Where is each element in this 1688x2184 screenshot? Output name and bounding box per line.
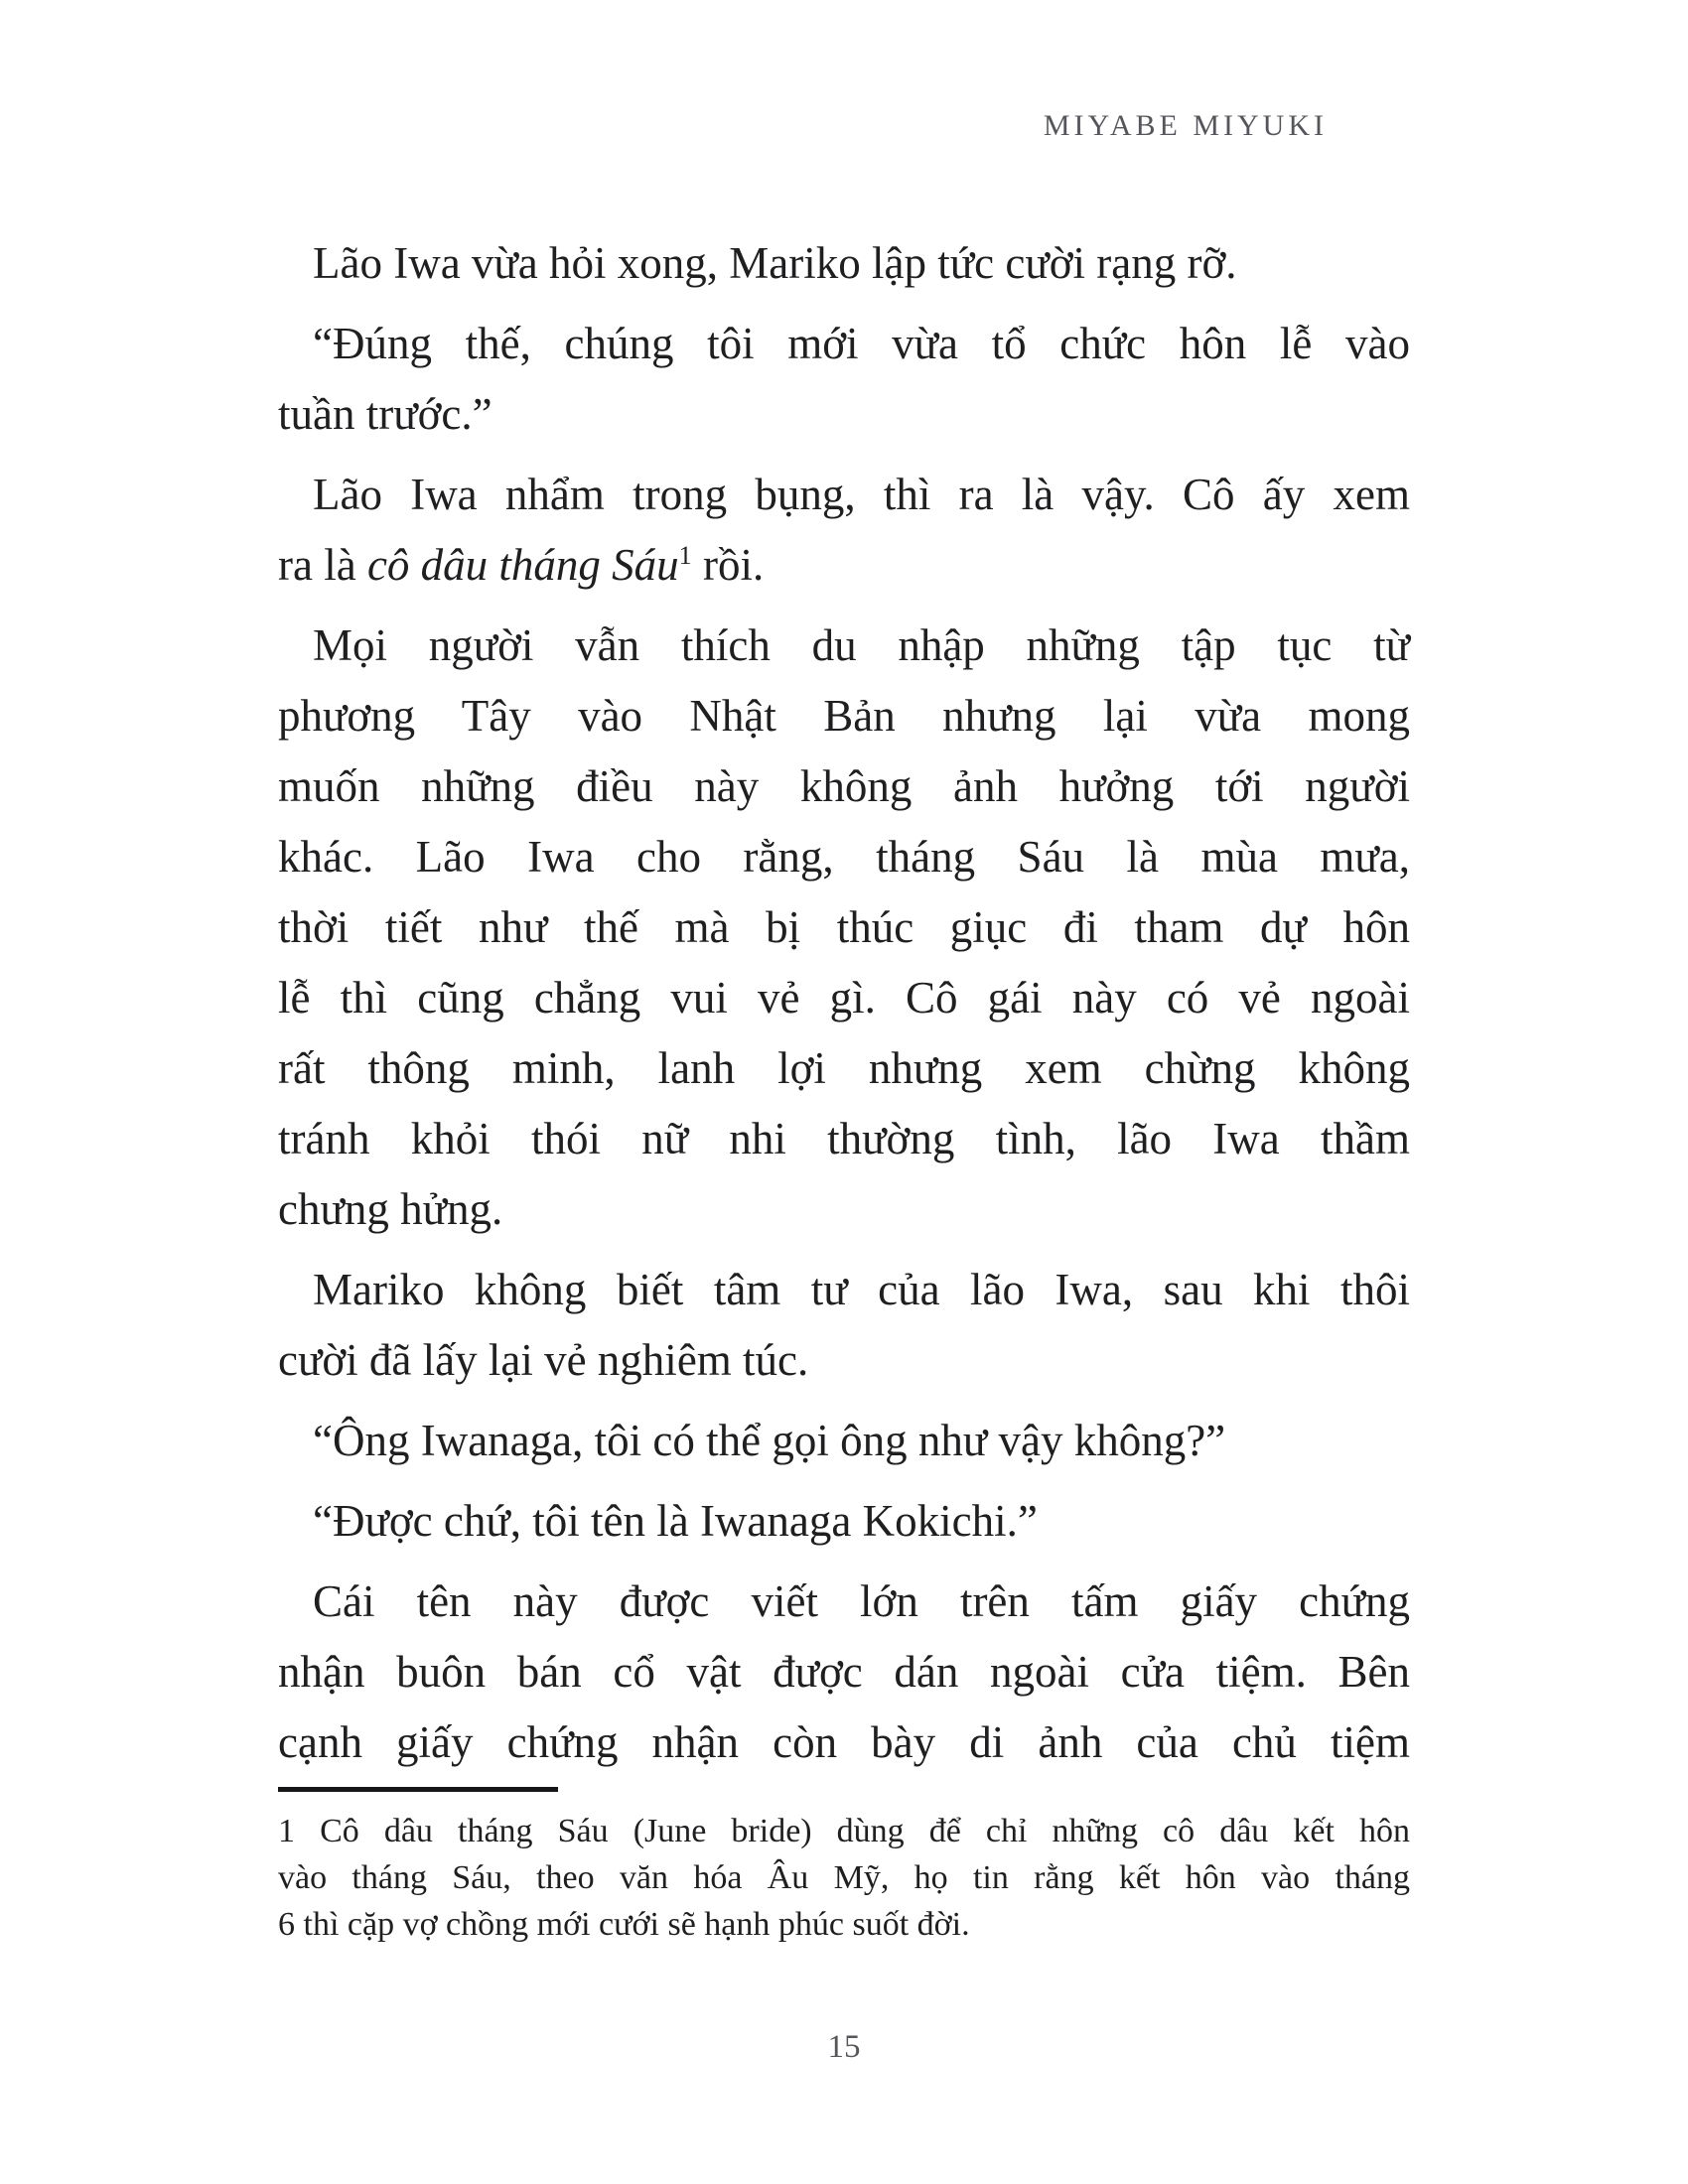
text-segment: rồi. xyxy=(691,540,765,590)
text-segment: “Ông Iwanaga, tôi có thể gọi ông như vậy không?” xyxy=(313,1416,1226,1465)
text-segment: nhận buôn bán cổ vật được dán ngoài cửa tiệm. Bên xyxy=(278,1647,1410,1697)
text-line xyxy=(278,460,1410,530)
text-segment: thời tiết như thế mà bị thúc giục đi tham dự hôn xyxy=(278,902,1410,952)
body-paragraph xyxy=(278,1255,1410,1396)
text-line xyxy=(278,1174,1410,1245)
text-line xyxy=(278,892,1410,963)
text-line xyxy=(278,228,1410,299)
text-line xyxy=(278,963,1410,1033)
text-segment: “Đúng thế, chúng tôi mới vừa tổ chức hôn lễ vào xyxy=(313,319,1410,368)
body-paragraph xyxy=(278,228,1410,299)
text-segment: cạnh giấy chứng nhận còn bày di ảnh của chủ tiệm xyxy=(278,1717,1410,1767)
text-segment: rất thông minh, lanh lợi nhưng xem chừng không xyxy=(278,1043,1410,1093)
text-line xyxy=(278,1567,1410,1637)
text-line xyxy=(278,379,1410,450)
text-line xyxy=(278,611,1410,681)
text-line xyxy=(278,1104,1410,1174)
text-segment: cười đã lấy lại vẻ nghiêm túc. xyxy=(278,1335,809,1385)
text-line xyxy=(278,1486,1410,1557)
text-line xyxy=(278,681,1410,751)
running-head-author: MIYABE MIYUKI xyxy=(1043,109,1328,142)
footnote-rule xyxy=(278,1787,558,1792)
text-segment: muốn những điều này không ảnh hưởng tới người xyxy=(278,761,1410,811)
body-paragraph xyxy=(278,309,1410,450)
footnote-reference: 1 xyxy=(678,541,692,570)
text-line xyxy=(278,822,1410,892)
text-segment: Mọi người vẫn thích du nhập những tập tục từ xyxy=(313,620,1410,670)
footnote-line: vào tháng Sáu, theo văn hóa Âu Mỹ, họ tin rằng kết hôn vào tháng xyxy=(278,1859,1410,1896)
body-paragraph xyxy=(278,1406,1410,1476)
text-segment: ra là xyxy=(278,540,367,590)
text-segment: Lão Iwa nhẩm trong bụng, thì ra là vậy. Cô ấy xem xyxy=(313,470,1410,519)
text-segment: khác. Lão Iwa cho rằng, tháng Sáu là mùa mưa, xyxy=(278,832,1410,882)
body-text xyxy=(278,228,1410,1778)
text-line xyxy=(278,751,1410,822)
page-number: 15 xyxy=(827,2029,861,2065)
text-segment: phương Tây vào Nhật Bản nhưng lại vừa mong xyxy=(278,691,1410,741)
text-segment: chưng hửng. xyxy=(278,1184,503,1234)
text-segment: Cái tên này được viết lớn trên tấm giấy chứng xyxy=(313,1576,1410,1626)
text-line xyxy=(278,1707,1410,1778)
text-line xyxy=(278,1406,1410,1476)
text-line xyxy=(278,1325,1410,1396)
body-paragraph xyxy=(278,611,1410,1245)
text-segment: tuần trước.” xyxy=(278,389,492,439)
text-segment: Lão Iwa vừa hỏi xong, Mariko lập tức cười rạng rỡ. xyxy=(313,238,1237,288)
text-segment: Mariko không biết tâm tư của lão Iwa, sau khi thôi xyxy=(313,1265,1410,1314)
body-paragraph xyxy=(278,1486,1410,1557)
text-line xyxy=(278,1033,1410,1104)
body-paragraph xyxy=(278,1567,1410,1778)
body-paragraph xyxy=(278,460,1410,601)
text-line xyxy=(278,1255,1410,1325)
text-line xyxy=(278,530,1410,601)
italic-phrase: cô dâu tháng Sáu xyxy=(366,540,679,590)
footnote xyxy=(278,1787,1410,1948)
text-segment: tránh khỏi thói nữ nhi thường tình, lão Iwa thầm xyxy=(278,1114,1410,1163)
footnote-text xyxy=(278,1808,1410,1948)
footnote-line: 6 thì cặp vợ chồng mới cưới sẽ hạnh phúc suốt đời. xyxy=(278,1906,970,1943)
text-line xyxy=(278,1637,1410,1707)
text-line xyxy=(278,309,1410,379)
text-segment: lễ thì cũng chẳng vui vẻ gì. Cô gái này có vẻ ngoài xyxy=(278,973,1410,1023)
text-segment: “Được chứ, tôi tên là Iwanaga Kokichi.” xyxy=(313,1496,1038,1546)
footnote-line: 1 Cô dâu tháng Sáu (June bride) dùng để chỉ những cô dâu kết hôn xyxy=(278,1813,1410,1849)
